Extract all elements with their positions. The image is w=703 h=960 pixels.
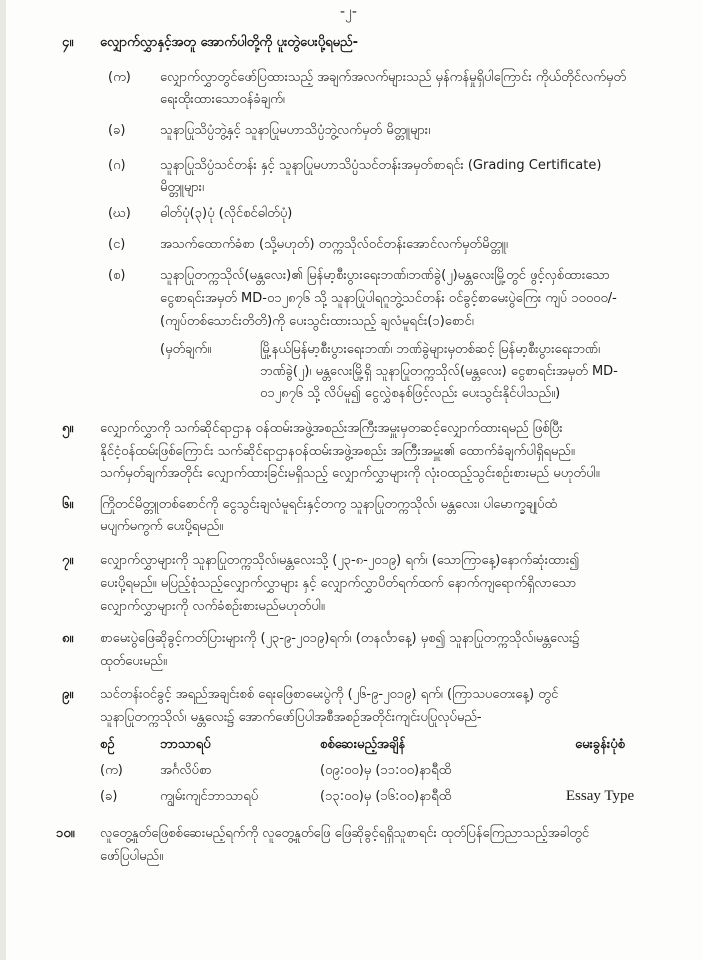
item-line: လျှောက်လွှာများကို သူနာပြုတက္ကသိုလ်၊မန္တလေးသို့ (၂၃-၈-၂၀၁၉) ရက်၊ (သောကြာနေ့)နောက်ဆုံးထား၍ <box>100 553 579 568</box>
item-line: စာမေးပွဲဖြေဆိုခွင့်ကတ်ပြားများကို (၂၃-၉-၂၀၁၉)ရက်၊ (တနင်္လာနေ့) မှစ၍ သူနာပြုတက္ကသိုလ်၊မန္တလေး၌ <box>100 631 580 646</box>
note-label: (မှတ်ချက်။ <box>160 342 212 357</box>
row-subject: ကျွမ်းကျင်ဘာသာရပ် <box>160 788 259 804</box>
page-number: -၂- <box>340 4 357 20</box>
sub-item-line: ရေးထိုးထားသောဝန်ခံချက်၊ <box>160 92 285 107</box>
sub-item-line: (ကျပ်တစ်သောင်းတိတိ)ကို ပေးသွင်းထားသည့် ချလံမူရင်း(၁)စောင်၊ <box>160 314 474 329</box>
column-header: မေးခွန်းပုံစံ <box>575 736 625 752</box>
exam-schedule-table <box>100 731 660 809</box>
item-line: လူတွေ့နှုတ်ဖြေစစ်ဆေးမည့်ရက်ကို လူတွေ့နှုတ်ဖြေ ဖြေဆိုခွင့်ရရှိသူစာရင်း ထုတ်ပြန်ကြေညာသည့်အခါတွင် <box>100 826 590 841</box>
note-line: ၀၁၂၈၇၆ သို့ လိပ်မူ၍ ငွေလွှဲစနစ်ဖြင့်လည်း ပေးသွင်းနိုင်ပါသည်။) <box>260 386 561 401</box>
row-time: (၁၃:၀၀)မှ (၁၆:၀၀)နာရီထိ <box>320 788 452 804</box>
item-number: ၁၀။ <box>56 826 75 841</box>
item-line: လျှောက်လွှာများကို လက်ခံစဉ်းစားမည်မဟုတ်ပါ။ <box>100 599 325 614</box>
row-subject: အင်္ဂလိပ်စာ <box>160 762 212 778</box>
item-line: သင်တန်းဝင်ခွင့် အရည်အချင်းစစ် ရေးဖြေစာမေးပွဲကို (၂၆-၉-၂၀၁၉) ရက်၊ (ကြာသပတေးနေ့) တွင် <box>100 687 559 702</box>
table-row <box>100 783 660 809</box>
sub-item-line: လျှောက်လွှာတွင်ဖော်ပြထားသည့် အချက်အလက်များသည် မှန်ကန်မှုရှိပါကြောင်း ကိုယ်တိုင်လက်မှတ် <box>160 70 627 85</box>
sub-item-number: (ခ) <box>108 123 126 138</box>
note-line: ဘဏ်ခွဲ(၂)၊ မန္တလေးမြို့ရှိ သူနာပြုတက္ကသိုလ်(မန္တလေး) ငွေစာရင်းအမှတ် MD- <box>260 364 618 379</box>
sub-item-number: (င) <box>108 237 126 252</box>
item-line: ကြိုတင်မိတ္တူတစ်စောင်ကို ငွေသွင်းချလံမူရင်းနှင့်တကွ သူနာပြုတက္ကသိုလ်၊ မန္တလေး၊ ပါမောက္ခချုပ်ထံ <box>100 497 557 512</box>
sub-item-line: သူနာပြုသိပ္ပံသင်တန်း နှင့် သူနာပြုမဟာသိပ္ပံသင်တန်းအမှတ်စာရင်း (Grading Certificate) <box>160 158 602 173</box>
item-number: ၅။ <box>62 421 74 436</box>
item-line: ဖော်ပြပါမည်။ <box>100 849 164 864</box>
item-line: ပေးပို့ရမည်။ မပြည့်စုံသည့်လျှောက်လွှာများ နှင့် လျှောက်လွှာပိတ်ရက်ထက် နောက်ကျရောက်ရှိလာသော <box>100 576 577 591</box>
sub-item-number: (စ) <box>108 268 126 283</box>
sub-item-line: မိတ္တူများ၊ <box>160 180 205 195</box>
row-number: (က) <box>100 762 123 778</box>
row-type: Essay Type <box>565 787 635 804</box>
item-line: လျှောက်လွှာကို သက်ဆိုင်ရာဌာန ဝန်ထမ်းအဖွဲ့အစည်းအကြီးအမှူးမှတဆင့်လျှောက်ထားရမည် ဖြစ်ပြီး <box>100 421 563 436</box>
row-number: (ခ) <box>100 788 118 804</box>
item-number: ၈။ <box>62 631 74 646</box>
sub-item-line: သူနာပြုသိပ္ပံဘွဲ့နှင့် သူနာပြုမဟာသိပ္ပံဘွဲ့လက်မှတ် မိတ္တူများ၊ <box>160 123 431 138</box>
item-line: သက်မှတ်ချက်အတိုင်း လျှောက်ထားခြင်းမရှိသည့် လျှောက်လွှာများကို လုံးဝထည့်သွင်းစဉ်းစားမည် မဟုတ်ပါ။ <box>100 466 600 481</box>
sub-item-line: ဓါတ်ပုံ(၃)ပုံ (လိုင်စင်ဓါတ်ပုံ) <box>160 206 293 221</box>
sub-item-line: အသက်ထောက်ခံစာ (သို့မဟုတ်) တက္ကသိုလ်ဝင်တန်းအောင်လက်မှတ်မိတ္တူ၊ <box>160 237 508 252</box>
table-row <box>100 757 660 783</box>
item-heading: လျှောက်လွှာနှင့်အတူ အောက်ပါတို့ကို ပူးတွဲပေးပို့ရမည်- <box>100 35 358 50</box>
item-number: ၆။ <box>62 497 74 512</box>
sub-item-number: (ဃ) <box>108 206 131 221</box>
column-header: စစ်ဆေးမည့်အချိန် <box>320 736 406 752</box>
item-line: ထုတ်ပေးမည်။ <box>100 654 167 669</box>
item-number: ၉။ <box>62 687 74 702</box>
item-line: သူနာပြုတက္ကသိုလ်၊ မန္တလေး၌ အောက်ဖော်ပြပါအစီအစဉ်အတိုင်းကျင်းပပြုလုပ်မည်- <box>100 710 482 725</box>
column-header: ဘာသာရပ် <box>160 736 211 752</box>
row-time: (၀၉:၀၀)မှ (၁၁:၀၀)နာရီထိ <box>320 762 452 778</box>
note-line: မြို့နယ်မြန်မာ့စီးပွားရေးဘဏ်၊ ဘဏ်ခွဲများမှတစ်ဆင့် မြန်မာ့စီးပွားရေးဘဏ်၊ <box>260 342 601 357</box>
sub-item-line: သူနာပြုတက္ကသိုလ်(မန္တလေး)၏ မြန်မာ့စီးပွားရေးဘဏ်၊ဘဏ်ခွဲ(၂)မန္တလေးမြို့တွင် ဖွင့်လှစ်ထားသော <box>160 268 610 283</box>
page-shadow <box>0 0 6 960</box>
item-line: မပျက်မကွက် ပေးပို့ရမည်။ <box>100 519 224 534</box>
item-number: ၇။ <box>62 553 74 568</box>
sub-item-number: (ဂ) <box>108 158 126 173</box>
column-header: စဉ် <box>100 736 115 752</box>
sub-item-number: (က) <box>108 70 131 85</box>
item-line: နိုင်ငံ့ဝန်ထမ်းဖြစ်ကြောင်း သက်ဆိုင်ရာဌာနဝန်ထမ်းအဖွဲ့အစည်း အကြီးအမှူး၏ ထောက်ခံချက်ပါရှိရမည်။ <box>100 444 575 459</box>
row-type <box>540 757 660 783</box>
table-header-row <box>100 731 660 757</box>
sub-item-line: ငွေစာရင်းအမှတ် MD-၀၁၂၈၇၆ သို့ သူနာပြုပါရဂူဘွဲ့သင်တန်း ဝင်ခွင့်စာမေးပွဲကြေး ကျပ် ၁၀၀၀၀/- <box>160 291 617 306</box>
item-number: ၄။ <box>62 35 74 50</box>
